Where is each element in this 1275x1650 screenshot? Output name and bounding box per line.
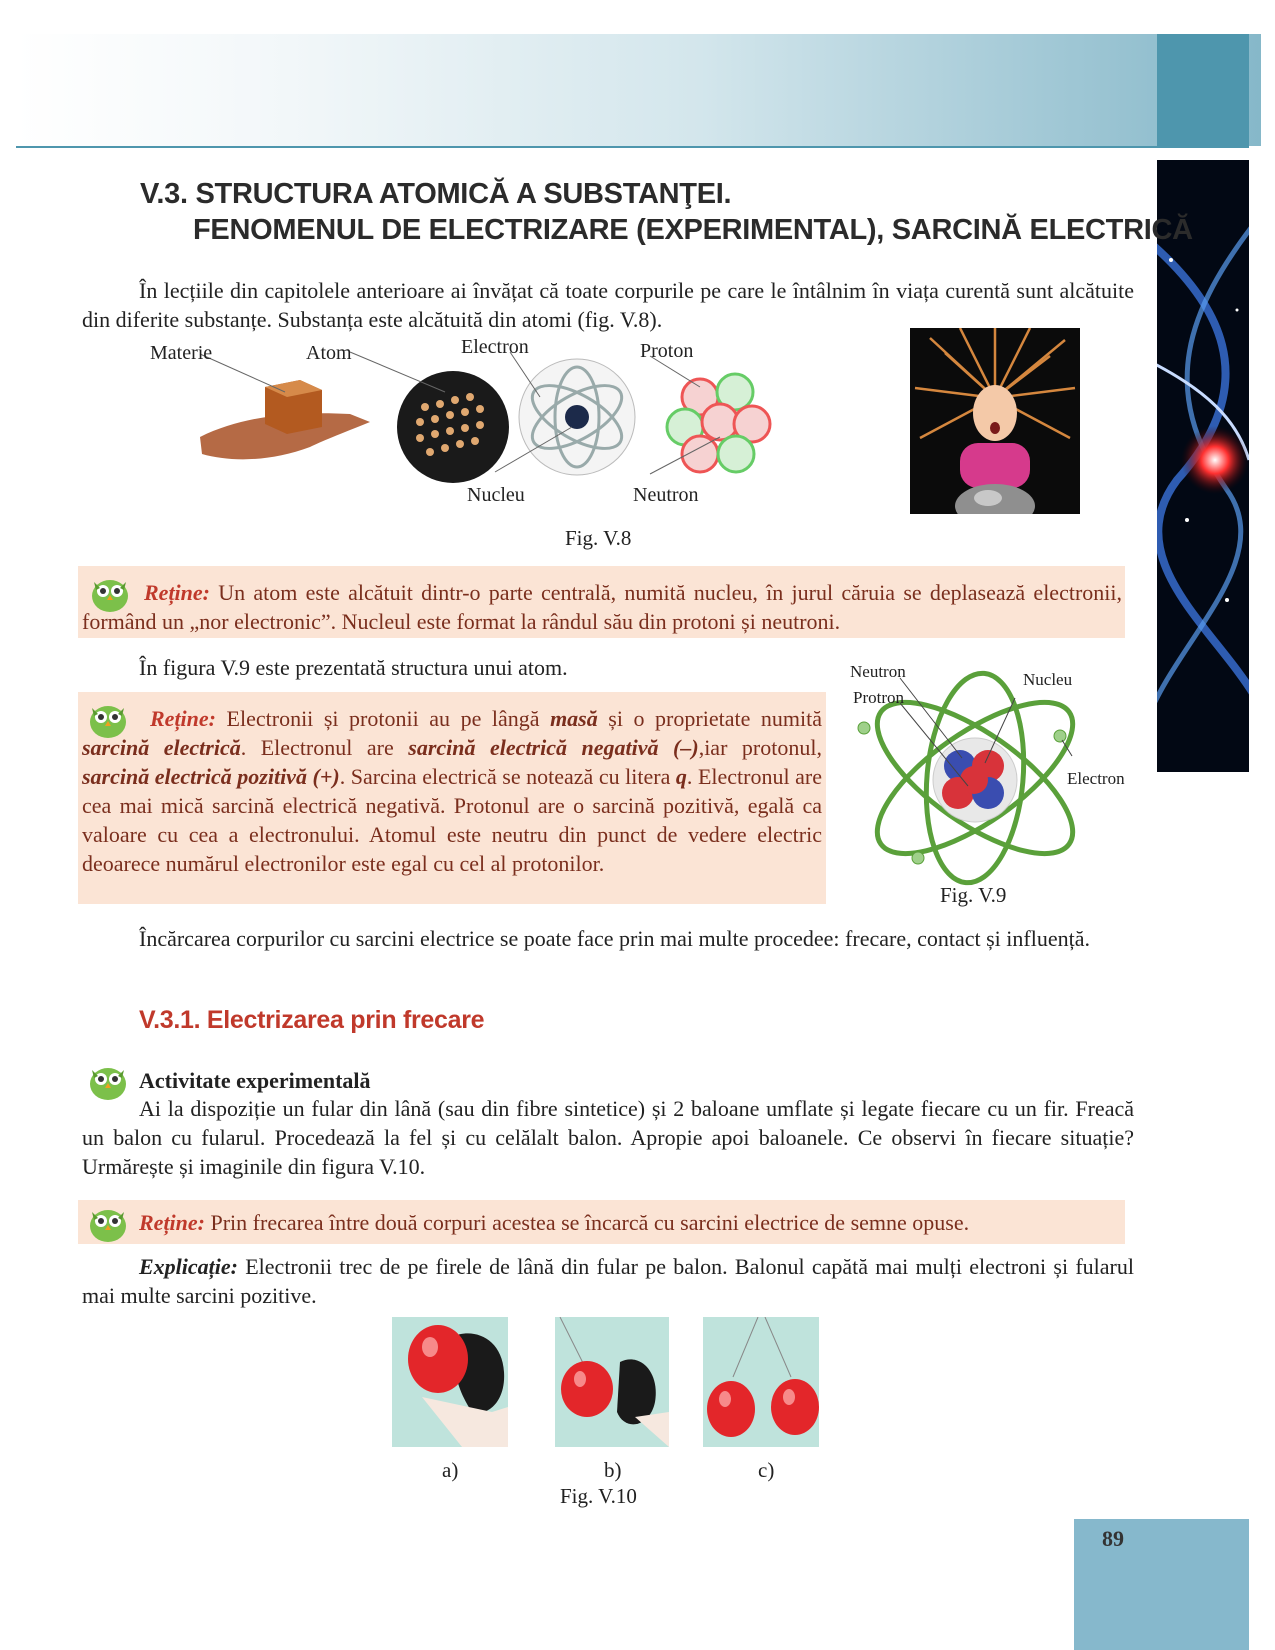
fig-v10-photo-c bbox=[703, 1317, 819, 1447]
explicatie-label: Explicație: bbox=[139, 1254, 238, 1279]
page-title-line1: V.3. STRUCTURA ATOMICĂ A SUBSTANŢEI. bbox=[140, 178, 732, 210]
explicatie-paragraph: Explicație: Electronii trec de pe firele de lână din fular pe balon. Balonul capătă mai mulți electroni și fularul mai multe sarcini pozitive. bbox=[82, 1254, 1134, 1308]
retine-2-label: Reține: bbox=[150, 706, 216, 731]
side-atom-image bbox=[1157, 160, 1249, 772]
page-number-box bbox=[1074, 1519, 1249, 1650]
fig-v10-caption: Fig. V.10 bbox=[560, 1484, 637, 1508]
retine-1-label: Reține: bbox=[144, 580, 210, 605]
intro-paragraph: În lecțiile din capitolele anterioare ai învățat că toate corpurile pe care le întâlnim în viața curentă sunt alcătuite din diferite substanțe. Substanța este alcătuită din atomi (fig. V.8). bbox=[82, 278, 1134, 332]
activity-title: Activitate experimentală bbox=[139, 1068, 371, 1093]
page-number: 89 bbox=[1102, 1526, 1124, 1551]
owl-icon bbox=[84, 1200, 132, 1244]
retine-1-text: Reține: Un atom este alcătuit dintr-o parte centrală, numită nucleu, în jurul căruia se deplasează electronii, formând un „nor electronic”. Nucleul este format la rândul său din protoni și neutroni. bbox=[82, 580, 1122, 634]
label-v9-neutron: Neutron bbox=[850, 662, 906, 681]
label-proton: Proton bbox=[640, 340, 694, 362]
static-hair-photo bbox=[910, 328, 1080, 514]
header-line bbox=[16, 146, 1249, 148]
header-band bbox=[16, 34, 1261, 146]
fig-v10-label-b: b) bbox=[604, 1458, 622, 1482]
fig-v9-caption: Fig. V.9 bbox=[940, 883, 1007, 907]
fig-v10-label-c: c) bbox=[758, 1458, 775, 1482]
fig-v8 bbox=[140, 342, 820, 507]
label-v9-proton: Protron bbox=[853, 688, 904, 707]
label-nucleu: Nucleu bbox=[467, 484, 525, 506]
fig-v10-photo-b bbox=[555, 1317, 669, 1447]
retine-2-text: Reține: Electronii și protonii au pe lângă masă și o proprietate numită sarcină electrică. Electronul are sarcină electrică negativă (–),iar protonul, sarcină electrică pozitivă (+). Sarcina electrică se notează cu litera q. Electronul are cea mai mică sarcină electrică negativă. Protonul are o sarcină pozitivă, egală ca valoare cu cea a electronului. Atomul este neutru din punct de vedere electric deoarece numărul electronilor este egal cu cel al protonilor. bbox=[82, 706, 822, 876]
label-v9-electron: Electron bbox=[1067, 769, 1125, 788]
charging-paragraph: Încărcarea corpurilor cu sarcini electrice se poate face prin mai multe procedee: frecare, contact și influență. bbox=[139, 926, 1090, 951]
fig-v10-label-a: a) bbox=[442, 1458, 459, 1482]
label-materie: Materie bbox=[150, 342, 213, 364]
fig-v9-intro: În figura V.9 este prezentată structura unui atom. bbox=[139, 655, 568, 680]
fig-v8-caption: Fig. V.8 bbox=[565, 526, 632, 550]
page-title-line2: FENOMENUL DE ELECTRIZARE (EXPERIMENTAL), SARCINĂ ELECTRICĂ bbox=[193, 214, 1193, 246]
fig-v10-photo-a bbox=[392, 1317, 508, 1447]
activity-text: Ai la dispoziție un fular din lână (sau din fibre sintetice) și 2 baloane umflate și legate fiecare cu un fir. Freacă un balon cu fularul. Procedează la fel și cu celălalt balon. Apropie apoi baloanele. Ce observi în fiecare situație? Urmărește și imaginile din figura V.10. bbox=[82, 1096, 1134, 1179]
label-v9-nucleu: Nucleu bbox=[1023, 670, 1073, 689]
label-electron: Electron bbox=[461, 336, 529, 358]
header-tab bbox=[1157, 34, 1249, 146]
fig-v8-illustration bbox=[140, 342, 820, 507]
label-atom: Atom bbox=[306, 342, 352, 364]
label-neutron: Neutron bbox=[633, 484, 699, 506]
retine-3-label: Reține: bbox=[139, 1210, 205, 1235]
section-heading: V.3.1. Electrizarea prin frecare bbox=[139, 1006, 485, 1034]
retine-3-text: Reține: Prin frecarea între două corpuri acestea se încarcă cu sarcini electrice de semne opuse. bbox=[139, 1210, 970, 1235]
